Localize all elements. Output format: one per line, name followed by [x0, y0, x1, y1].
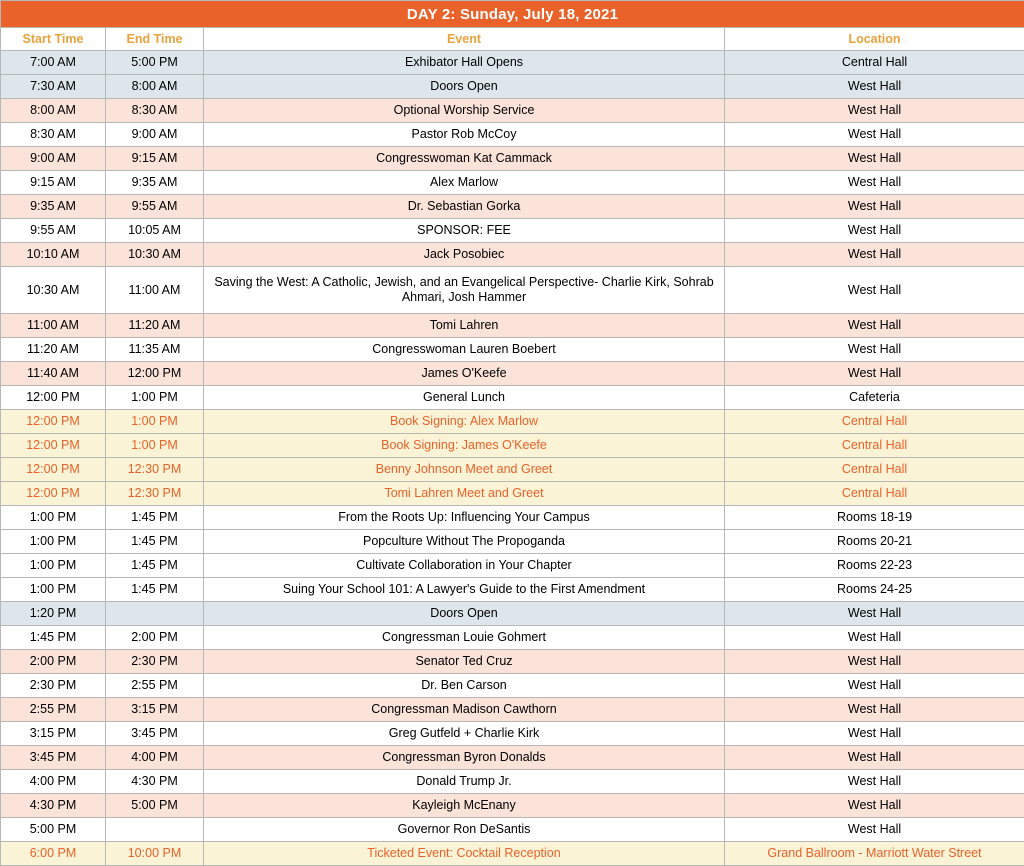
cell-end-time: 1:00 PM [106, 386, 204, 410]
cell-start-time: 1:00 PM [1, 530, 106, 554]
cell-location: West Hall [725, 267, 1024, 314]
column-header-event: Event [204, 28, 725, 51]
cell-location: Cafeteria [725, 386, 1024, 410]
table-row [1, 147, 1024, 171]
cell-end-time: 9:55 AM [106, 195, 204, 219]
cell-event: James O'Keefe [204, 362, 725, 386]
cell-location: Rooms 20-21 [725, 530, 1024, 554]
cell-event: Tomi Lahren [204, 314, 725, 338]
cell-start-time: 1:00 PM [1, 554, 106, 578]
cell-location: Central Hall [725, 458, 1024, 482]
cell-event: General Lunch [204, 386, 725, 410]
cell-event: SPONSOR: FEE [204, 219, 725, 243]
cell-event: Congresswoman Lauren Boebert [204, 338, 725, 362]
cell-event: Popculture Without The Propoganda [204, 530, 725, 554]
cell-location: West Hall [725, 314, 1024, 338]
table-row [1, 506, 1024, 530]
cell-start-time: 11:40 AM [1, 362, 106, 386]
cell-location: West Hall [725, 171, 1024, 195]
table-row [1, 219, 1024, 243]
table-row [1, 770, 1024, 794]
cell-end-time: 4:30 PM [106, 770, 204, 794]
cell-end-time: 2:00 PM [106, 626, 204, 650]
cell-event: Exhibator Hall Opens [204, 51, 725, 75]
table-row [1, 338, 1024, 362]
cell-end-time: 1:45 PM [106, 554, 204, 578]
table-row [1, 722, 1024, 746]
table-row [1, 243, 1024, 267]
table-row [1, 51, 1024, 75]
cell-event: Governor Ron DeSantis [204, 818, 725, 842]
cell-start-time: 12:00 PM [1, 434, 106, 458]
cell-location: West Hall [725, 219, 1024, 243]
cell-event: Alex Marlow [204, 171, 725, 195]
cell-event: Suing Your School 101: A Lawyer's Guide to the First Amendment [204, 578, 725, 602]
cell-start-time: 11:00 AM [1, 314, 106, 338]
cell-start-time: 8:00 AM [1, 99, 106, 123]
cell-event: Book Signing: Alex Marlow [204, 410, 725, 434]
cell-end-time: 1:45 PM [106, 506, 204, 530]
cell-start-time: 2:30 PM [1, 674, 106, 698]
cell-event: Pastor Rob McCoy [204, 123, 725, 147]
cell-end-time: 8:30 AM [106, 99, 204, 123]
table-row [1, 386, 1024, 410]
cell-event: Congressman Byron Donalds [204, 746, 725, 770]
column-header-row [1, 28, 1024, 51]
cell-end-time: 1:00 PM [106, 410, 204, 434]
cell-event: Doors Open [204, 75, 725, 99]
cell-location: Grand Ballroom - Marriott Water Street [725, 842, 1024, 866]
cell-start-time: 2:00 PM [1, 650, 106, 674]
cell-end-time: 1:45 PM [106, 578, 204, 602]
cell-event: Optional Worship Service [204, 99, 725, 123]
cell-start-time: 6:00 PM [1, 842, 106, 866]
cell-location: West Hall [725, 722, 1024, 746]
table-row [1, 602, 1024, 626]
cell-location: West Hall [725, 362, 1024, 386]
cell-event: Cultivate Collaboration in Your Chapter [204, 554, 725, 578]
cell-event: Ticketed Event: Cocktail Reception [204, 842, 725, 866]
cell-end-time: 12:30 PM [106, 482, 204, 506]
cell-end-time: 12:30 PM [106, 458, 204, 482]
cell-location: Central Hall [725, 410, 1024, 434]
cell-location: West Hall [725, 123, 1024, 147]
cell-end-time [106, 818, 204, 842]
cell-event: Tomi Lahren Meet and Greet [204, 482, 725, 506]
cell-start-time: 1:00 PM [1, 506, 106, 530]
cell-location: West Hall [725, 243, 1024, 267]
cell-start-time: 4:30 PM [1, 794, 106, 818]
cell-location: West Hall [725, 626, 1024, 650]
cell-location: Central Hall [725, 434, 1024, 458]
table-row [1, 458, 1024, 482]
cell-end-time: 2:55 PM [106, 674, 204, 698]
cell-start-time: 2:55 PM [1, 698, 106, 722]
cell-end-time: 8:00 AM [106, 75, 204, 99]
cell-end-time: 2:30 PM [106, 650, 204, 674]
table-row [1, 434, 1024, 458]
cell-start-time: 9:55 AM [1, 219, 106, 243]
cell-event: Saving the West: A Catholic, Jewish, and an Evangelical Perspective- Charlie Kirk, Sohrab Ahmari, Josh Hammer [204, 267, 725, 314]
cell-location: West Hall [725, 75, 1024, 99]
schedule-body [1, 51, 1024, 866]
table-row [1, 794, 1024, 818]
table-row [1, 626, 1024, 650]
table-row [1, 818, 1024, 842]
cell-location: West Hall [725, 602, 1024, 626]
cell-end-time: 11:35 AM [106, 338, 204, 362]
cell-event: Donald Trump Jr. [204, 770, 725, 794]
cell-end-time: 5:00 PM [106, 51, 204, 75]
table-row [1, 578, 1024, 602]
cell-event: Dr. Ben Carson [204, 674, 725, 698]
cell-start-time: 4:00 PM [1, 770, 106, 794]
table-row [1, 746, 1024, 770]
cell-location: Rooms 22-23 [725, 554, 1024, 578]
cell-start-time: 12:00 PM [1, 410, 106, 434]
table-row [1, 410, 1024, 434]
cell-event: From the Roots Up: Influencing Your Campus [204, 506, 725, 530]
table-row [1, 362, 1024, 386]
cell-event: Congressman Madison Cawthorn [204, 698, 725, 722]
column-header-location: Location [725, 28, 1024, 51]
cell-end-time: 1:45 PM [106, 530, 204, 554]
cell-location: West Hall [725, 794, 1024, 818]
cell-location: West Hall [725, 650, 1024, 674]
cell-location: West Hall [725, 746, 1024, 770]
column-header-start-time: Start Time [1, 28, 106, 51]
cell-start-time: 12:00 PM [1, 482, 106, 506]
cell-start-time: 11:20 AM [1, 338, 106, 362]
cell-event: Kayleigh McEnany [204, 794, 725, 818]
cell-end-time: 10:05 AM [106, 219, 204, 243]
cell-location: West Hall [725, 99, 1024, 123]
cell-location: West Hall [725, 698, 1024, 722]
table-row [1, 650, 1024, 674]
cell-start-time: 3:45 PM [1, 746, 106, 770]
cell-end-time: 9:35 AM [106, 171, 204, 195]
table-row [1, 171, 1024, 195]
cell-location: Central Hall [725, 51, 1024, 75]
cell-end-time: 3:45 PM [106, 722, 204, 746]
cell-start-time: 9:00 AM [1, 147, 106, 171]
cell-location: West Hall [725, 195, 1024, 219]
cell-start-time: 7:30 AM [1, 75, 106, 99]
table-row [1, 530, 1024, 554]
schedule-title-row [1, 1, 1024, 28]
cell-end-time: 11:20 AM [106, 314, 204, 338]
cell-end-time [106, 602, 204, 626]
cell-event: Senator Ted Cruz [204, 650, 725, 674]
cell-end-time: 10:00 PM [106, 842, 204, 866]
table-row [1, 482, 1024, 506]
cell-location: Rooms 18-19 [725, 506, 1024, 530]
cell-start-time: 7:00 AM [1, 51, 106, 75]
page-title: DAY 2: Sunday, July 18, 2021 [1, 1, 1024, 28]
cell-start-time: 1:45 PM [1, 626, 106, 650]
cell-location: West Hall [725, 147, 1024, 171]
cell-start-time: 8:30 AM [1, 123, 106, 147]
cell-event: Dr. Sebastian Gorka [204, 195, 725, 219]
table-row [1, 195, 1024, 219]
cell-event: Jack Posobiec [204, 243, 725, 267]
table-row [1, 99, 1024, 123]
cell-start-time: 10:30 AM [1, 267, 106, 314]
cell-event: Greg Gutfeld + Charlie Kirk [204, 722, 725, 746]
table-row [1, 75, 1024, 99]
cell-end-time: 5:00 PM [106, 794, 204, 818]
cell-end-time: 11:00 AM [106, 267, 204, 314]
cell-event: Benny Johnson Meet and Greet [204, 458, 725, 482]
cell-start-time: 1:20 PM [1, 602, 106, 626]
cell-event: Congressman Louie Gohmert [204, 626, 725, 650]
cell-location: West Hall [725, 818, 1024, 842]
cell-start-time: 12:00 PM [1, 386, 106, 410]
cell-event: Congresswoman Kat Cammack [204, 147, 725, 171]
cell-end-time: 12:00 PM [106, 362, 204, 386]
table-row [1, 842, 1024, 866]
cell-start-time: 9:35 AM [1, 195, 106, 219]
cell-event: Doors Open [204, 602, 725, 626]
cell-location: West Hall [725, 770, 1024, 794]
table-row [1, 554, 1024, 578]
table-row [1, 674, 1024, 698]
table-row [1, 314, 1024, 338]
cell-event: Book Signing: James O'Keefe [204, 434, 725, 458]
cell-start-time: 5:00 PM [1, 818, 106, 842]
cell-start-time: 9:15 AM [1, 171, 106, 195]
cell-end-time: 4:00 PM [106, 746, 204, 770]
cell-end-time: 3:15 PM [106, 698, 204, 722]
cell-start-time: 1:00 PM [1, 578, 106, 602]
table-row [1, 123, 1024, 147]
table-row [1, 267, 1024, 314]
cell-start-time: 12:00 PM [1, 458, 106, 482]
cell-location: Central Hall [725, 482, 1024, 506]
table-row [1, 698, 1024, 722]
cell-start-time: 10:10 AM [1, 243, 106, 267]
cell-location: West Hall [725, 674, 1024, 698]
cell-location: West Hall [725, 338, 1024, 362]
cell-start-time: 3:15 PM [1, 722, 106, 746]
cell-end-time: 9:15 AM [106, 147, 204, 171]
cell-end-time: 1:00 PM [106, 434, 204, 458]
cell-location: Rooms 24-25 [725, 578, 1024, 602]
cell-end-time: 10:30 AM [106, 243, 204, 267]
cell-end-time: 9:00 AM [106, 123, 204, 147]
column-header-end-time: End Time [106, 28, 204, 51]
